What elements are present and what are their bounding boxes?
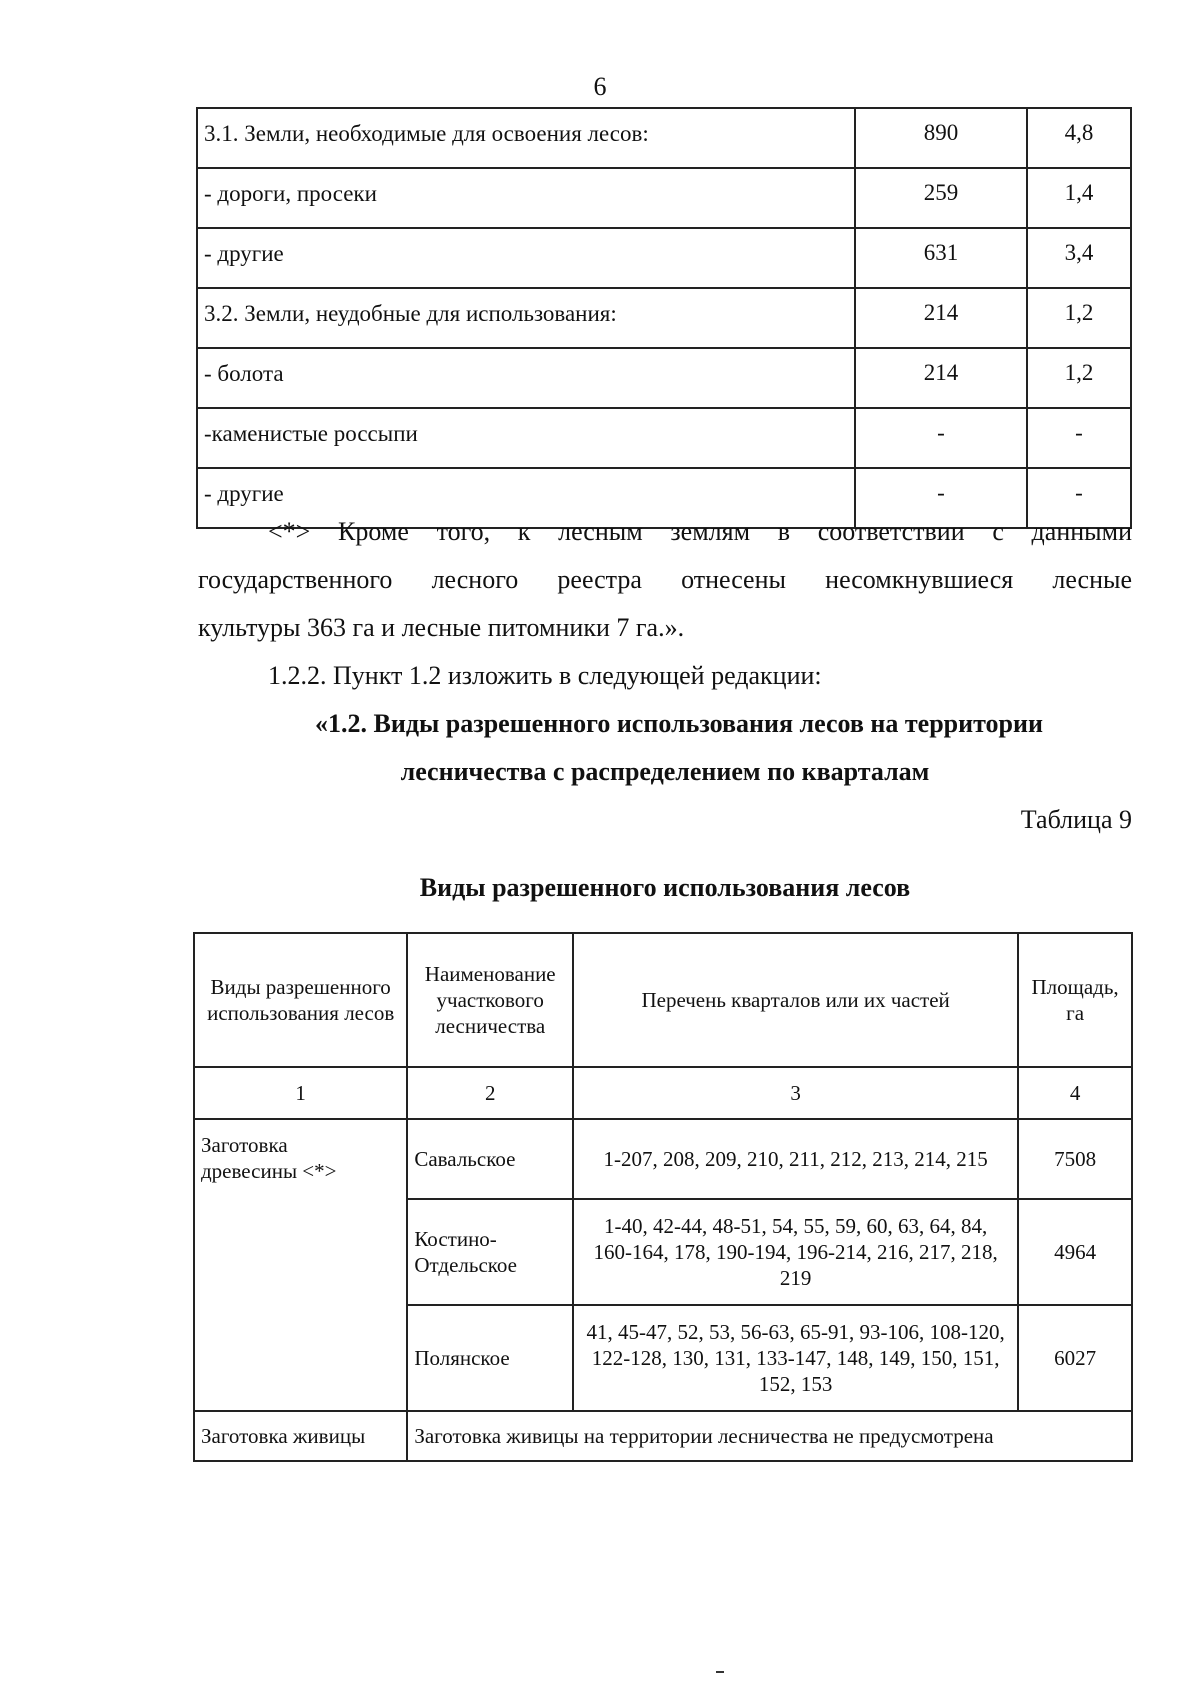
clause-text: 1.2.2. Пункт 1.2 изложить в следующей редакции:	[268, 661, 822, 690]
percent-value: -	[1027, 408, 1131, 468]
quarters-cell: 1-207, 208, 209, 210, 211, 212, 213, 214, 215	[573, 1119, 1018, 1199]
area-cell: 7508	[1018, 1119, 1132, 1199]
land-categories-table	[196, 107, 1132, 529]
forest-use-table	[193, 932, 1133, 1462]
table-row	[197, 228, 1131, 288]
percent-value: -	[1027, 468, 1131, 528]
footnote-line: государственного лесного реестра отнесены несомкнувшиеся лесные	[198, 565, 1132, 594]
use-type-cell: Заготовка древесины <*>	[194, 1119, 407, 1411]
row-label: 3.1. Земли, необходимые для освоения лесов:	[197, 108, 855, 168]
percent-value: 1,2	[1027, 288, 1131, 348]
header-cell: Наименование участкового лесничества	[407, 933, 573, 1067]
table-row	[197, 108, 1131, 168]
row-label: - другие	[197, 228, 855, 288]
percent-value: 3,4	[1027, 228, 1131, 288]
row-label: - другие	[197, 468, 855, 528]
column-number: 4	[1018, 1067, 1132, 1119]
table-row	[197, 408, 1131, 468]
table-label: Таблица 9	[1020, 805, 1132, 834]
percent-value: 4,8	[1027, 108, 1131, 168]
table-title: Виды разрешенного использования лесов	[419, 873, 911, 902]
footnote-paragraph	[198, 508, 1132, 844]
area-value: -	[855, 408, 1027, 468]
header-cell: Виды разрешенного использования лесов	[194, 933, 407, 1067]
section-heading: «1.2. Виды разрешенного использования лесов на территории	[315, 709, 1043, 738]
section-heading: лесничества с распределением по кварталам	[400, 757, 930, 786]
resin-note-cell: Заготовка живицы на территории лесничества не предусмотрена	[407, 1411, 1132, 1461]
forestry-cell: Костино-Отдельское	[407, 1199, 573, 1305]
row-label: 3.2. Земли, неудобные для использования:	[197, 288, 855, 348]
quarters-cell: 41, 45-47, 52, 53, 56-63, 65-91, 93-106, 108-120, 122-128, 130, 131, 133-147, 148, 149, 150, 151, 152, 153	[573, 1305, 1018, 1411]
area-value: -	[855, 468, 1027, 528]
area-value: 259	[855, 168, 1027, 228]
header-cell: Площадь, га	[1018, 933, 1132, 1067]
percent-value: 1,4	[1027, 168, 1131, 228]
column-number: 1	[194, 1067, 407, 1119]
area-value: 631	[855, 228, 1027, 288]
column-number: 3	[573, 1067, 1018, 1119]
column-number: 2	[407, 1067, 573, 1119]
area-cell: 6027	[1018, 1305, 1132, 1411]
quarters-cell: 1-40, 42-44, 48-51, 54, 55, 59, 60, 63, 64, 84, 160-164, 178, 190-194, 196-214, 216, 217, 218, 219	[573, 1199, 1018, 1305]
area-value: 890	[855, 108, 1027, 168]
area-value: 214	[855, 348, 1027, 408]
forestry-cell: Савальское	[407, 1119, 573, 1199]
scan-mark	[716, 1671, 724, 1673]
footnote-line: культуры 363 га и лесные питомники 7 га.».	[198, 613, 685, 642]
row-label: -каменистые россыпи	[197, 408, 855, 468]
forestry-cell: Полянское	[407, 1305, 573, 1411]
header-cell: Перечень кварталов или их частей	[573, 933, 1018, 1067]
area-cell: 4964	[1018, 1199, 1132, 1305]
use-type-cell: Заготовка живицы	[194, 1411, 407, 1461]
area-value: 214	[855, 288, 1027, 348]
table-row	[197, 348, 1131, 408]
row-label: - дороги, просеки	[197, 168, 855, 228]
table-row	[197, 168, 1131, 228]
page-number: 6	[593, 72, 607, 101]
footnote-line: <*> Кроме того, к лесным землям в соответствии с данными	[268, 517, 1132, 546]
table-row	[197, 288, 1131, 348]
row-label: - болота	[197, 348, 855, 408]
percent-value: 1,2	[1027, 348, 1131, 408]
